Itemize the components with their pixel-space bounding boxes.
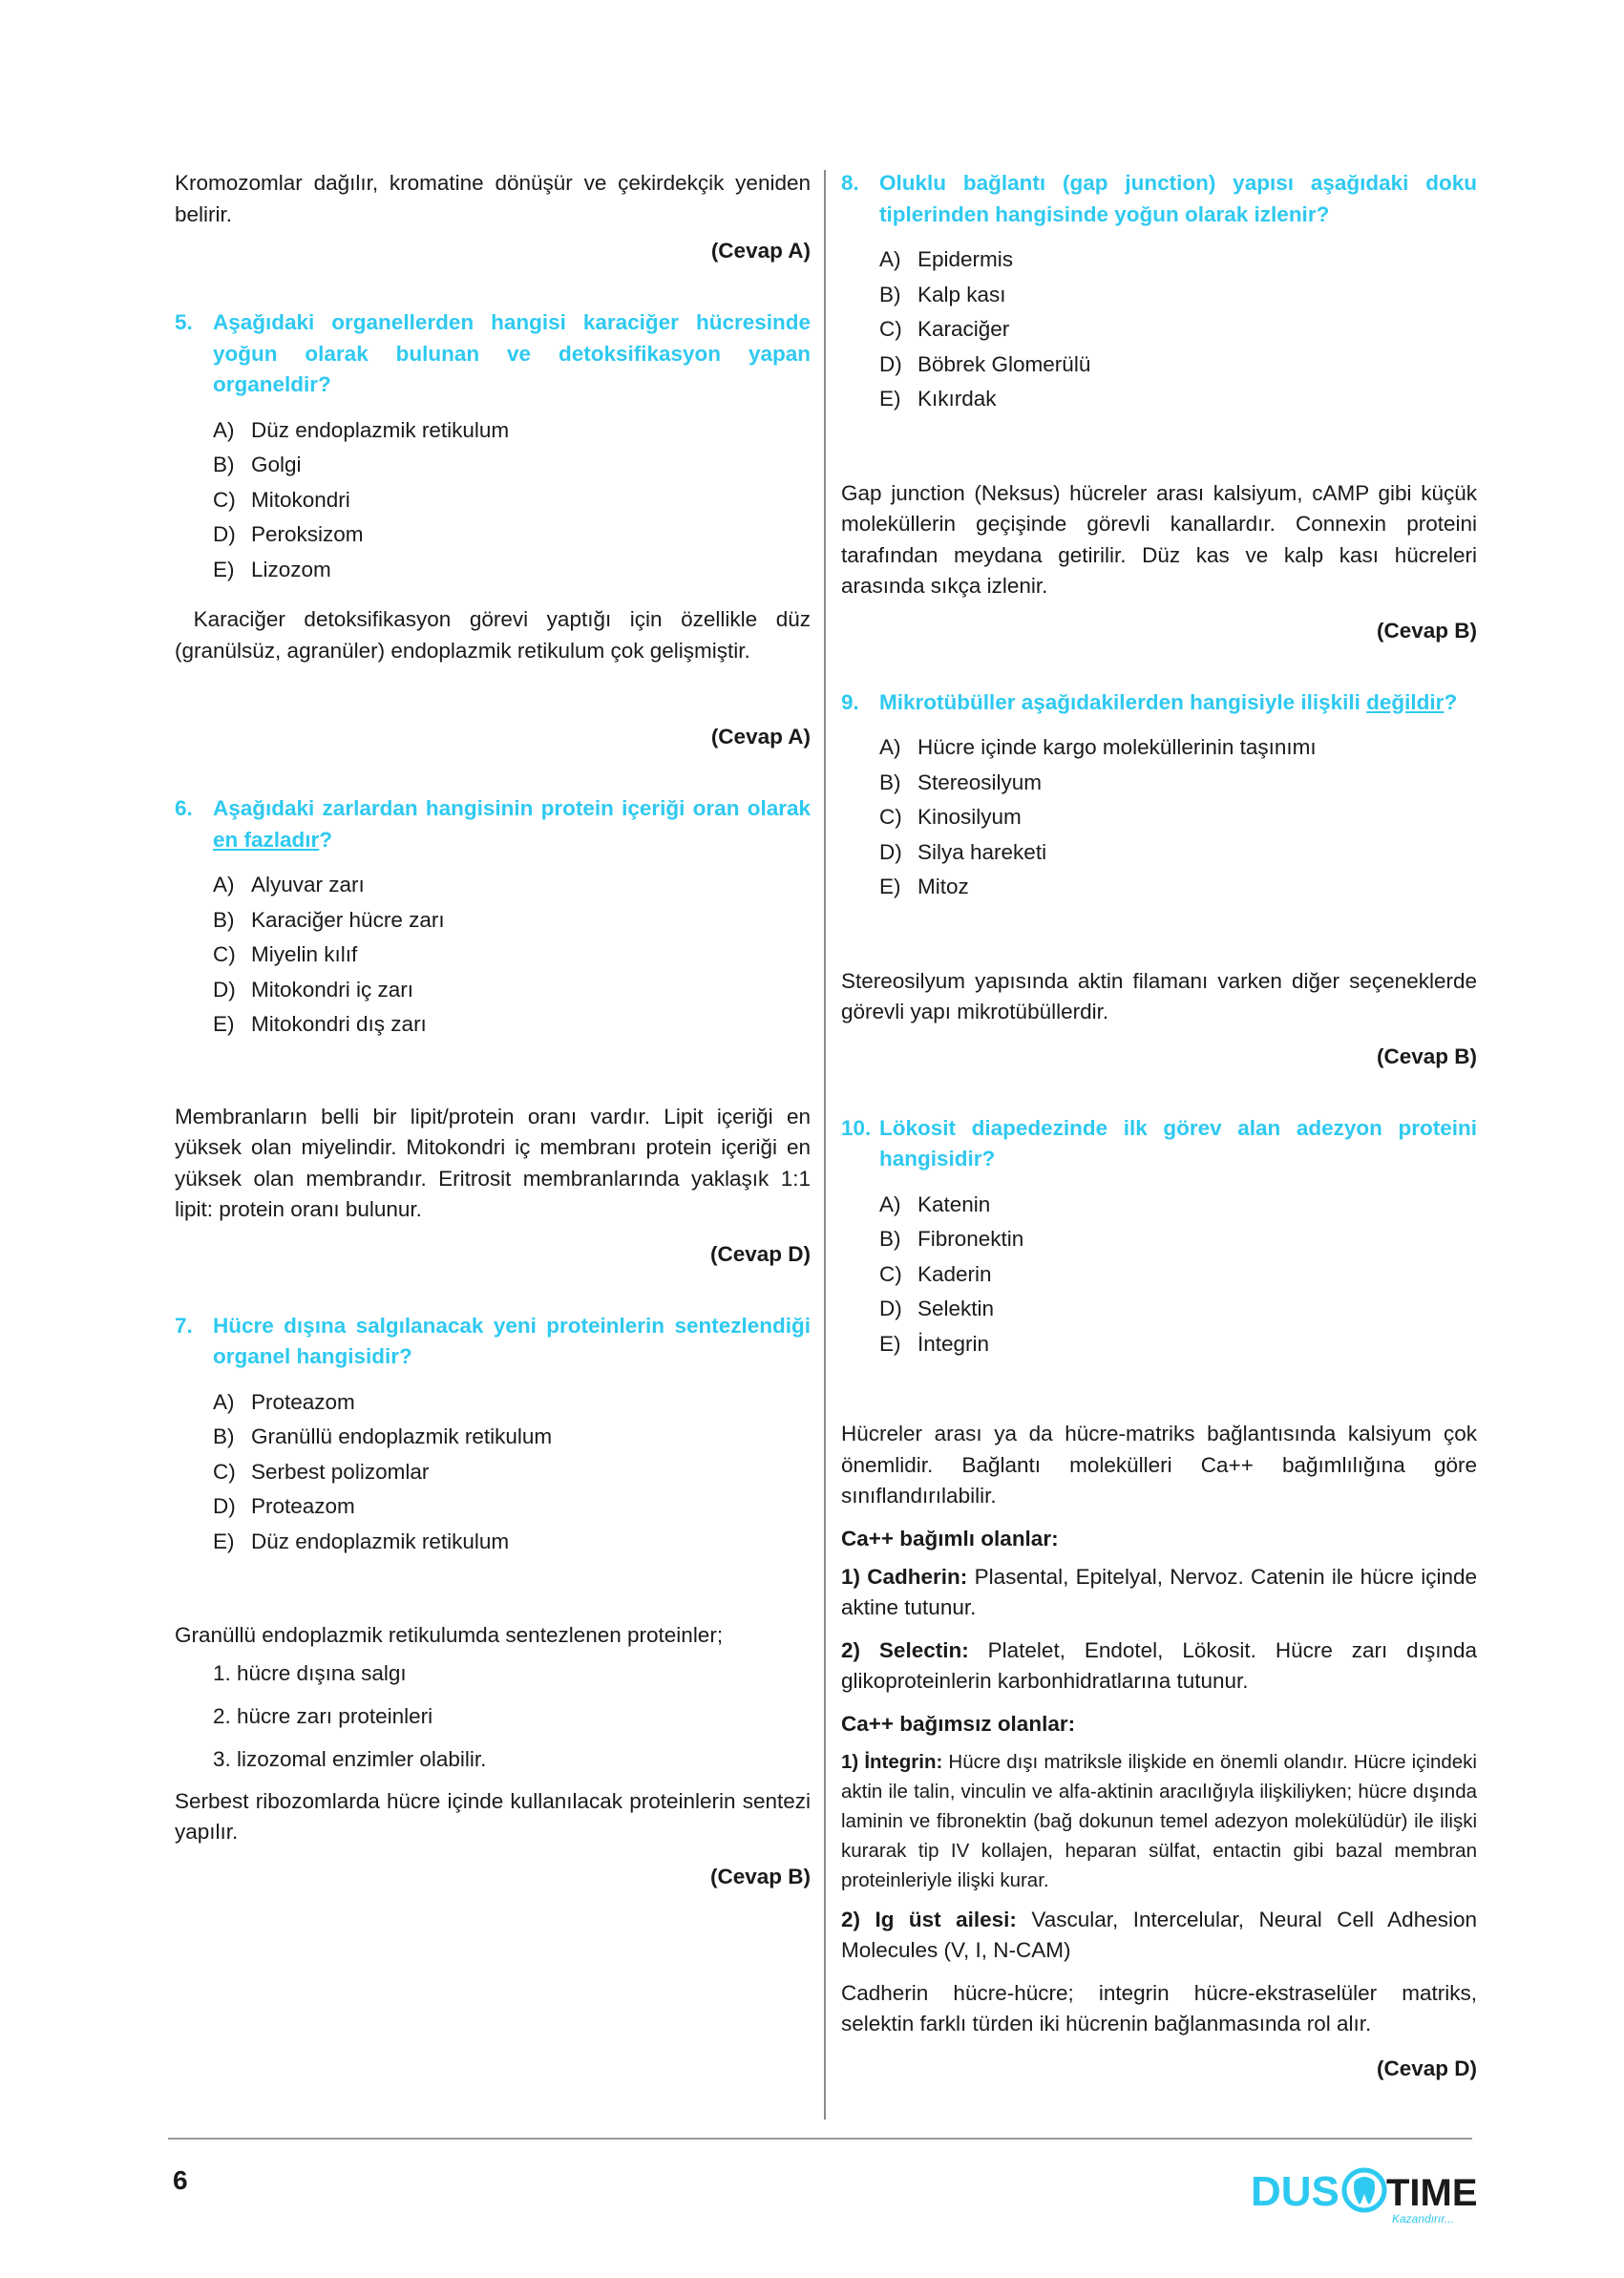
option-c: C) Karaciğer — [879, 317, 1010, 341]
option-b: B) Golgi — [213, 453, 302, 476]
left-column — [175, 168, 817, 1892]
answer: (Cevap D) — [1376, 2056, 1477, 2080]
logo-tagline: Kazandırır... — [1392, 2212, 1454, 2225]
option-e: E) Lizozom — [213, 557, 331, 581]
option-c: C) Mitokondri — [213, 487, 350, 512]
explanation: Membranların belli bir lipit/protein oranı vardır. Lipit içeriği en yüksek olan miyelindir. Mitokondri iç membranı protein içeriği en yüksek olan membrandır. Eritrosit membranlarında yaklaşık 1:1 lipit: protein oranı bulunur. — [175, 1104, 811, 1221]
list-item: 1. hücre dışına salgı — [213, 1660, 407, 1685]
options — [213, 868, 811, 1043]
question-text: Aşağıdaki organellerden hangisi karaciğer hücresinde yoğun olarak bulunan ve detoksifikasyon yapan organeldir? — [213, 310, 811, 396]
cadherin-paragraph: 1) Cadherin: Plasental, Epitelyal, Nervoz. Catenin ile hücre içinde aktine tutunur. — [841, 1564, 1477, 1619]
question-5 — [175, 307, 817, 752]
question-number: 9. — [841, 689, 859, 714]
summary: Cadherin hücre-hücre; integrin hücre-ekstraselüler matriks, selektin farklı türden iki hücrenin bağlanmasında rol alır. — [841, 1980, 1477, 2035]
option-b: B) Stereosilyum — [879, 770, 1043, 794]
option-d: D) Silya hareketi — [879, 839, 1047, 864]
answer-intro: (Cevap A) — [710, 239, 811, 263]
option-e: E) İntegrin — [879, 1331, 990, 1356]
answer: (Cevap B) — [1376, 618, 1477, 643]
explanation: Gap junction (Neksus) hücreler arası kalsiyum, cAMP gibi küçük moleküllerin geçişinde görevli kanallardır. Connexin proteini tarafından meydana getirilir. Düz kas ve kalp kası hücreleri arasında sıkça izlenir. — [841, 480, 1477, 598]
options — [879, 243, 1477, 417]
option-a: A) Hücre içinde kargo moleküllerinin taşınımı — [879, 735, 1317, 759]
option-d: D) Proteazom — [213, 1494, 355, 1518]
option-b: B) Granüllü endoplazmik retikulum — [213, 1424, 553, 1448]
explanation: Granüllü endoplazmik retikulumda sentezlenen proteinler; — [175, 1623, 724, 1647]
column-divider — [824, 170, 826, 2120]
footer-rule — [168, 2138, 1472, 2140]
option-a: A) Alyuvar zarı — [213, 873, 365, 896]
option-e: E) Mitoz — [879, 875, 969, 898]
ig-superfamily-paragraph: 2) Ig üst ailesi: Vascular, Intercelular, Neural Cell Adhesion Molecules (V, I, N-CAM) — [841, 1907, 1477, 1962]
question-number: 5. — [175, 310, 193, 334]
question-6 — [175, 793, 811, 1270]
right-column — [841, 168, 1477, 2084]
question-text: Oluklu bağlantı (gap junction) yapısı aşağıdaki doku tiplerinden hangisinde yoğun olarak izlenir? — [879, 171, 1477, 226]
options — [879, 730, 1477, 905]
selectin-paragraph: 2) Selectin: Platelet, Endotel, Lökosit. Hücre zarı dışında glikoproteinlerin karbonhidratlarına tutunur. — [841, 1637, 1477, 1693]
option-d: D) Peroksizom — [213, 522, 364, 546]
question-number: 10. — [841, 1115, 872, 1140]
options — [213, 413, 811, 588]
option-e: E) Kıkırdak — [879, 387, 997, 411]
logo-time: TIME — [1386, 2172, 1478, 2214]
tooth-icon — [1344, 2170, 1384, 2210]
list-item: 3. lizozomal enzimler olabilir. — [213, 1746, 487, 1771]
option-c: C) Serbest polizomlar — [213, 1459, 430, 1484]
ca-dependent-heading: Ca++ bağımlı olanlar: — [841, 1526, 1059, 1550]
option-e: E) Düz endoplazmik retikulum — [213, 1529, 510, 1553]
options — [879, 1188, 1477, 1362]
answer: (Cevap A) — [710, 725, 811, 749]
question-text: Hücre dışına salgılanacak yeni proteinlerin sentezlendiği organel hangisidir? — [213, 1313, 811, 1368]
option-a: A) Proteazom — [213, 1389, 355, 1414]
question-8 — [841, 168, 1477, 646]
question-9 — [841, 687, 1477, 1072]
explanation: Stereosilyum yapısında aktin filamanı varken diğer seçeneklerde görevli yapı mikrotübüllerdir. — [841, 968, 1477, 1023]
explanation: Karaciğer detoksifikasyon görevi yaptığı için özellikle düz (granülsüz, agranüler) endoplazmik retikulum çok gelişmiştir. — [175, 607, 817, 663]
options — [213, 1385, 811, 1560]
dus-time-logo — [1251, 2160, 1480, 2226]
answer: (Cevap D) — [709, 1241, 811, 1266]
answer: (Cevap B) — [1376, 1044, 1477, 1068]
question-number: 6. — [175, 796, 193, 820]
option-b: B) Karaciğer hücre zarı — [213, 907, 445, 932]
option-b: B) Fibronektin — [879, 1227, 1024, 1251]
option-b: B) Kalp kası — [879, 282, 1006, 306]
protein-list — [213, 1652, 811, 1781]
explanation: Hücreler arası ya da hücre-matriks bağlantısında kalsiyum çok önemlidir. Bağlantı molekülleri Ca++ bağımlılığına göre sınıflandırılabilir. — [841, 1422, 1477, 1508]
integrin-paragraph: 1) İntegrin: Hücre dışı matriksle ilişkide en önemli olandır. Hücre içindeki aktin ile talin, vinculin ve alfa-aktinin aracılığıyla ilişkiliyken; hücre dışında laminin ve fibronektin (bağ dokunun temel adezyon molekülüdür) ile ilişki kurarak tip IV kollajen, heparan sülfat, entactin gibi bazal membran proteinleriyle ilişki kurar. — [841, 1750, 1477, 1891]
question-number: 7. — [175, 1313, 193, 1338]
option-a: A) Epidermis — [879, 247, 1014, 271]
option-c: C) Kaderin — [879, 1261, 992, 1286]
option-e: E) Mitokondri dış zarı — [213, 1012, 427, 1036]
list-item: 2. hücre zarı proteinleri — [213, 1703, 433, 1728]
option-d: D) Selektin — [879, 1297, 995, 1320]
question-text: Aşağıdaki zarlardan hangisinin protein içeriği oran olarak en fazladır? — [213, 796, 811, 852]
logo-dus: DUS — [1251, 2168, 1339, 2215]
option-c: C) Kinosilyum — [879, 805, 1022, 829]
question-text: Mikrotübüller aşağıdakilerden hangisiyle ilişkili değildir? — [879, 689, 1458, 714]
question-number: 8. — [841, 171, 859, 195]
option-c: C) Miyelin kılıf — [213, 942, 358, 966]
question-text: Lökosit diapedezinde ilk görev alan adezyon proteini hangisidir? — [879, 1115, 1477, 1171]
option-a: A) Düz endoplazmik retikulum — [213, 417, 510, 442]
option-a: A) Katenin — [879, 1192, 991, 1216]
explanation-2: Serbest ribozomlarda hücre içinde kullanılacak proteinlerin sentezi yapılır. — [175, 1788, 811, 1844]
ca-independent-heading: Ca++ bağımsız olanlar: — [841, 1711, 1076, 1736]
option-d: D) Böbrek Glomerülü — [879, 351, 1091, 376]
question-10 — [841, 1113, 1477, 2084]
option-d: D) Mitokondri iç zarı — [213, 977, 414, 1002]
page-number: 6 — [173, 2165, 188, 2195]
intro-text: Kromozomlar dağılır, kromatine dönüşür ve çekirdekçik yeniden belirir. — [175, 171, 811, 226]
question-7 — [175, 1311, 811, 1892]
answer: (Cevap B) — [709, 1864, 811, 1888]
